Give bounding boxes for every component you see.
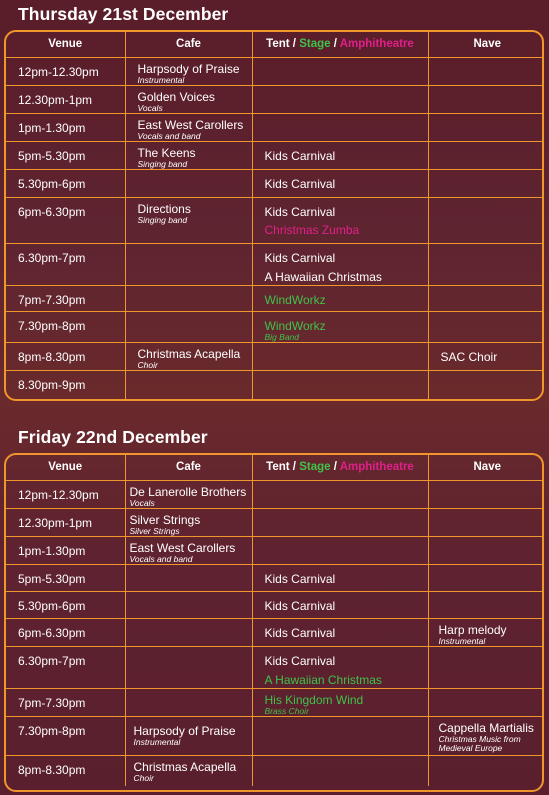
table-row [6, 591, 544, 618]
time-cell: 12.30pm-1pm [6, 508, 125, 536]
nave-cell [428, 591, 544, 618]
act-name: Harp melody [438, 622, 507, 637]
nave-cell [428, 243, 544, 285]
cafe-cell [125, 536, 252, 564]
cafe-cell [125, 169, 252, 197]
table-row [6, 141, 544, 169]
cafe-cell [125, 113, 252, 141]
table-row [6, 169, 544, 197]
table-row [6, 285, 544, 311]
time-cell: 6.30pm-7pm [6, 646, 125, 688]
table-row [6, 243, 544, 285]
time-cell: 8.30pm-9pm [6, 370, 125, 401]
time-cell: 12pm-12.30pm [6, 480, 125, 508]
act-name: SAC Choir [440, 349, 498, 364]
table-row [6, 342, 544, 370]
nave-cell [428, 113, 544, 141]
header-stage: Stage [299, 461, 331, 474]
tent-cell [252, 716, 428, 755]
tent-cell [252, 342, 428, 370]
act-subtitle: Singing band [137, 214, 188, 225]
act-name: Harpsody of Praise [133, 723, 236, 738]
cafe-cell [125, 342, 252, 370]
header-slash: / [292, 38, 296, 51]
act-name: Kids Carnival [264, 625, 336, 640]
tent-cell [252, 591, 428, 618]
table-row [6, 370, 544, 401]
act-subtitle: Instrumental [137, 74, 185, 85]
header-slash: / [333, 461, 337, 474]
nave-cell [428, 342, 544, 370]
thursday-title: Thursday 21st December [18, 4, 229, 24]
header-slash: / [333, 38, 337, 51]
act-subtitle: Vocals and band [137, 130, 201, 141]
act-name: Kids Carnival [264, 148, 336, 163]
header-venue: Venue [6, 455, 125, 480]
cafe-cell [125, 57, 252, 85]
header-cafe: Cafe [125, 455, 252, 480]
act-subtitle: Choir [133, 772, 154, 783]
table-row [6, 536, 544, 564]
cafe-cell [125, 141, 252, 169]
time-cell: 7pm-7.30pm [6, 688, 125, 716]
nave-cell [428, 716, 544, 755]
act-name: The Keens [137, 145, 196, 160]
act-name: His Kingdom Wind [264, 692, 364, 707]
act-name: Directions [137, 201, 191, 216]
nave-cell [428, 536, 544, 564]
tent-cell [252, 755, 428, 786]
act-name: Silver Strings [129, 512, 201, 527]
time-cell: 8pm-8.30pm [6, 755, 125, 786]
act-name: WindWorkz [264, 292, 326, 307]
nave-cell [428, 508, 544, 536]
header-nave: Nave [428, 455, 544, 480]
header-stage: Stage [299, 38, 331, 51]
tent-cell [252, 113, 428, 141]
tent-cell [252, 243, 428, 285]
table-row [6, 564, 544, 591]
header-tent: Tent [266, 38, 290, 51]
time-cell: 5.30pm-6pm [6, 169, 125, 197]
act-name: A Hawaiian Christmas [264, 672, 382, 687]
nave-cell [428, 618, 544, 646]
act-name: Kids Carnival [264, 653, 336, 668]
time-cell: 12pm-12.30pm [6, 57, 125, 85]
tent-cell [252, 169, 428, 197]
tent-cell [252, 480, 428, 508]
nave-cell [428, 285, 544, 311]
nave-cell [428, 85, 544, 113]
cafe-cell [125, 480, 252, 508]
cafe-cell [125, 618, 252, 646]
act-name: Cappella Martialis [438, 720, 534, 735]
thursday-schedule [4, 30, 544, 401]
nave-cell [428, 169, 544, 197]
tent-cell [252, 536, 428, 564]
cafe-cell [125, 564, 252, 591]
cafe-cell [125, 508, 252, 536]
tent-cell [252, 564, 428, 591]
header-slash: / [292, 461, 296, 474]
table-row [6, 755, 544, 786]
tent-cell [252, 688, 428, 716]
act-name: Harpsody of Praise [137, 61, 240, 76]
tent-cell [252, 646, 428, 688]
tent-cell [252, 285, 428, 311]
table-row [6, 197, 544, 243]
act-subtitle: Vocals [129, 497, 155, 508]
header-row [6, 32, 544, 57]
table-row [6, 57, 544, 85]
table-row [6, 618, 544, 646]
act-name: Kids Carnival [264, 598, 336, 613]
header-venue: Venue [6, 32, 125, 57]
time-cell: 7.30pm-8pm [6, 311, 125, 342]
table-row [6, 646, 544, 688]
tent-cell [252, 141, 428, 169]
nave-cell [428, 564, 544, 591]
act-name: Christmas Acapella [137, 346, 241, 361]
cafe-cell [125, 243, 252, 285]
act-subtitle: Instrumental [438, 635, 486, 646]
header-tent: Tent [266, 461, 290, 474]
nave-cell [428, 141, 544, 169]
cafe-cell [125, 311, 252, 342]
nave-cell [428, 370, 544, 401]
table-row [6, 311, 544, 342]
table-row [6, 716, 544, 755]
act-name: Christmas Zumba [264, 222, 360, 237]
act-subtitle: Vocals and band [129, 553, 193, 564]
header-row [6, 455, 544, 480]
nave-cell [428, 57, 544, 85]
act-name: Kids Carnival [264, 204, 336, 219]
table-row [6, 688, 544, 716]
act-subtitle: Choir [137, 359, 158, 370]
header-tent-stage-amphitheatre [252, 455, 428, 480]
time-cell: 5pm-5.30pm [6, 564, 125, 591]
friday-schedule [4, 453, 544, 792]
cafe-cell [125, 591, 252, 618]
time-cell: 6.30pm-7pm [6, 243, 125, 285]
act-subtitle: Big Band [264, 331, 299, 342]
act-name: Kids Carnival [264, 176, 336, 191]
nave-cell [428, 197, 544, 243]
table-row [6, 480, 544, 508]
time-cell: 7pm-7.30pm [6, 285, 125, 311]
table-row [6, 85, 544, 113]
header-amphitheatre: Amphitheatre [339, 38, 414, 51]
nave-cell [428, 480, 544, 508]
time-cell: 5pm-5.30pm [6, 141, 125, 169]
time-cell: 7.30pm-8pm [6, 716, 125, 755]
act-name: A Hawaiian Christmas [264, 269, 382, 284]
tent-cell [252, 618, 428, 646]
act-name: East West Carollers [129, 540, 236, 555]
cafe-cell [125, 716, 252, 755]
act-subtitle: Brass Choir [264, 705, 309, 716]
tent-cell [252, 370, 428, 401]
act-name: East West Carollers [137, 117, 244, 132]
time-cell: 1pm-1.30pm [6, 536, 125, 564]
tent-cell [252, 508, 428, 536]
act-name: Kids Carnival [264, 250, 336, 265]
friday-title: Friday 22nd December [18, 427, 208, 447]
tent-cell [252, 197, 428, 243]
header-amphitheatre: Amphitheatre [339, 461, 414, 474]
act-name: Kids Carnival [264, 571, 336, 586]
act-subtitle: Vocals [137, 102, 163, 113]
act-name: De Lanerolle Brothers [129, 484, 247, 499]
tent-cell [252, 57, 428, 85]
act-subtitle: Singing band [137, 158, 188, 169]
act-subtitle: Christmas Music from Medieval Europe [438, 733, 521, 753]
table-row [6, 113, 544, 141]
act-name: WindWorkz [264, 318, 326, 333]
act-subtitle: Silver Strings [129, 525, 180, 536]
cafe-cell [125, 755, 252, 786]
act-name: Christmas Acapella [133, 759, 237, 774]
header-cafe: Cafe [125, 32, 252, 57]
time-cell: 6pm-6.30pm [6, 618, 125, 646]
act-subtitle: Instrumental [133, 736, 181, 747]
nave-cell [428, 311, 544, 342]
cafe-cell [125, 85, 252, 113]
time-cell: 6pm-6.30pm [6, 197, 125, 243]
time-cell: 12.30pm-1pm [6, 85, 125, 113]
cafe-cell [125, 646, 252, 688]
table-row [6, 508, 544, 536]
header-tent-stage-amphitheatre [252, 32, 428, 57]
time-cell: 5.30pm-6pm [6, 591, 125, 618]
nave-cell [428, 688, 544, 716]
nave-cell [428, 755, 544, 786]
time-cell: 1pm-1.30pm [6, 113, 125, 141]
nave-cell [428, 646, 544, 688]
tent-cell [252, 85, 428, 113]
time-cell: 8pm-8.30pm [6, 342, 125, 370]
cafe-cell [125, 370, 252, 401]
cafe-cell [125, 688, 252, 716]
cafe-cell [125, 197, 252, 243]
header-nave: Nave [428, 32, 544, 57]
act-name: Golden Voices [137, 89, 215, 104]
tent-cell [252, 311, 428, 342]
cafe-cell [125, 285, 252, 311]
